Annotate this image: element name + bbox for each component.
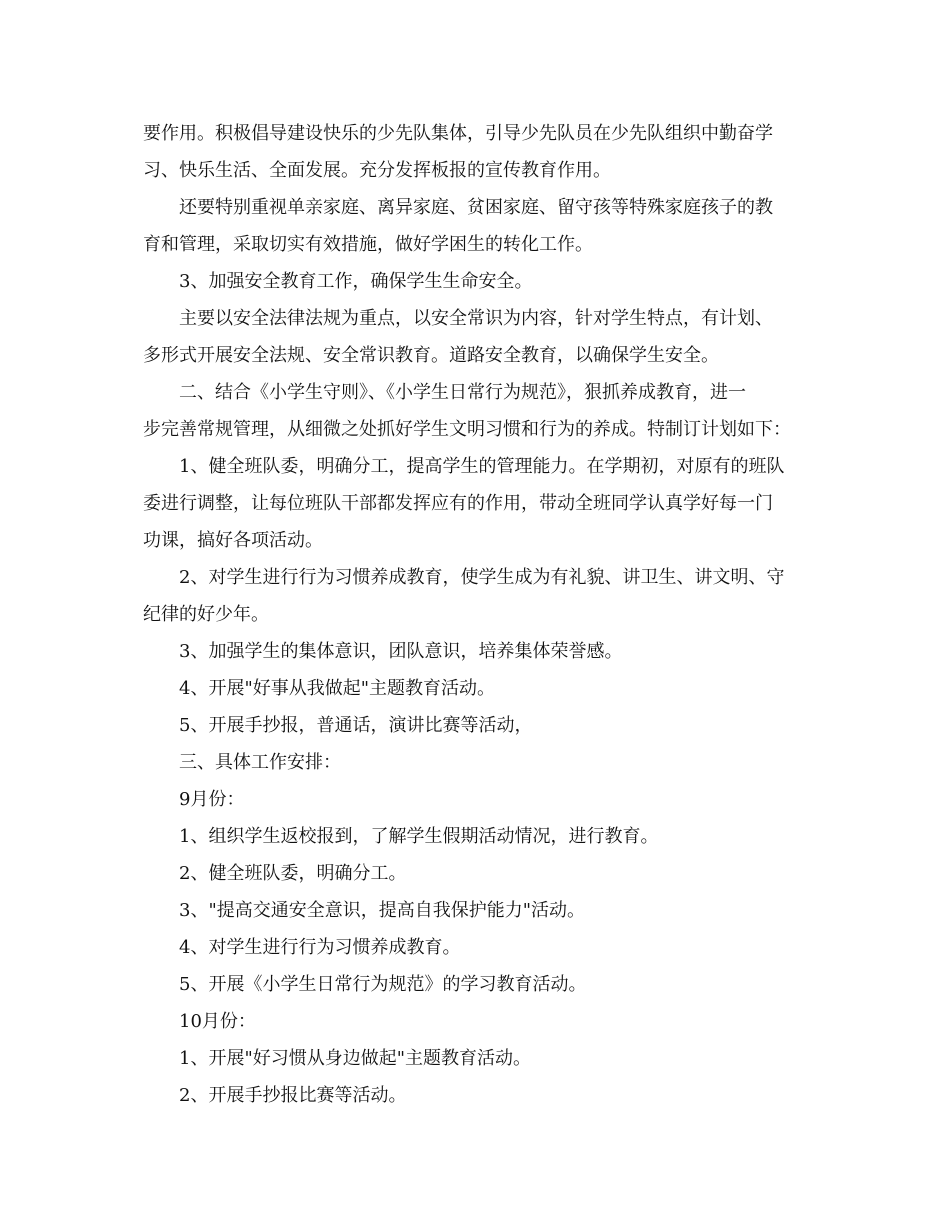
text-line: 步完善常规管理，从细微之处抓好学生文明习惯和行为的养成。特制订计划如下： [143, 419, 791, 440]
text-line: 3、加强安全教育工作，确保学生生命安全。 [179, 271, 533, 292]
paragraph [143, 559, 808, 596]
text-line: 习、快乐生活、全面发展。充分发挥板报的宣传教育作用。 [143, 160, 611, 181]
document-body [143, 115, 808, 1114]
text-line: 3、"提高交通安全意识，提高自我保护能力"活动。 [179, 900, 586, 921]
text-line: 二、结合《小学生守则》、《小学生日常行为规范》，狠抓养成教育，进一 [179, 382, 746, 403]
paragraph [143, 263, 808, 300]
list-item [143, 818, 808, 855]
text-line: 多形式开展安全法规、安全常识教育。道路安全教育，以确保学生安全。 [143, 345, 719, 366]
text-line: 5、开展《小学生日常行为规范》的学习教育活动。 [179, 974, 587, 995]
paragraph [143, 226, 808, 263]
paragraph [143, 485, 808, 559]
list-item [143, 892, 808, 929]
paragraph [143, 448, 808, 485]
text-line: 4、开展"好事从我做起"主题教育活动。 [179, 678, 496, 699]
text-line: 5、开展手抄报，普通话，演讲比赛等活动， [179, 715, 533, 736]
text-line: 2、健全班队委，明确分工。 [179, 863, 407, 884]
list-item [143, 855, 808, 892]
paragraph [143, 189, 808, 226]
paragraph [143, 115, 808, 189]
list-item [143, 1077, 808, 1114]
paragraph [143, 411, 808, 448]
text-line: 1、健全班队委，明确分工，提高学生的管理能力。在学期初，对原有的班队 [179, 456, 785, 477]
list-item [143, 929, 808, 966]
text-line: 4、对学生进行行为习惯养成教育。 [179, 937, 461, 958]
paragraph [143, 707, 808, 744]
text-line: 2、对学生进行行为习惯养成教育，使学生成为有礼貌、讲卫生、讲文明、守 [179, 567, 785, 588]
text-line: 要作用。积极倡导建设快乐的少先队集体，引导少先队员在少先队组织中勤奋学 [143, 123, 773, 144]
text-line: 3、加强学生的集体意识，团队意识，培养集体荣誉感。 [179, 641, 623, 662]
text-line: 10月份： [179, 1011, 256, 1032]
text-line: 1、开展"好习惯从身边做起"主题教育活动。 [179, 1048, 532, 1069]
text-line: 委进行调整，让每位班队干部都发挥应有的作用，带动全班同学认真学好每一门 [143, 493, 773, 514]
text-line: 2、开展手抄报比赛等活动。 [179, 1085, 407, 1106]
text-line: 9月份： [179, 789, 245, 810]
paragraph [143, 337, 808, 374]
paragraph [143, 596, 808, 633]
paragraph [143, 670, 808, 707]
paragraph [143, 633, 808, 670]
section-heading [143, 744, 808, 781]
text-line: 纪律的好少年。 [143, 604, 269, 625]
text-line: 1、组织学生返校报到，了解学生假期活动情况，进行教育。 [179, 826, 659, 847]
list-item [143, 966, 808, 1003]
text-line: 还要特别重视单亲家庭、离异家庭、贫困家庭、留守孩等特殊家庭孩子的教 [179, 197, 773, 218]
month-heading [143, 781, 808, 818]
month-heading [143, 1003, 808, 1040]
paragraph [143, 374, 808, 411]
paragraph [143, 300, 808, 337]
text-line: 育和管理，采取切实有效措施，做好学困生的转化工作。 [143, 234, 593, 255]
text-line: 三、具体工作安排： [179, 752, 341, 773]
text-line: 主要以安全法律法规为重点，以安全常识为内容，针对学生特点，有计划、 [179, 308, 773, 329]
text-line: 功课，搞好各项活动。 [143, 530, 323, 551]
list-item [143, 1040, 808, 1077]
